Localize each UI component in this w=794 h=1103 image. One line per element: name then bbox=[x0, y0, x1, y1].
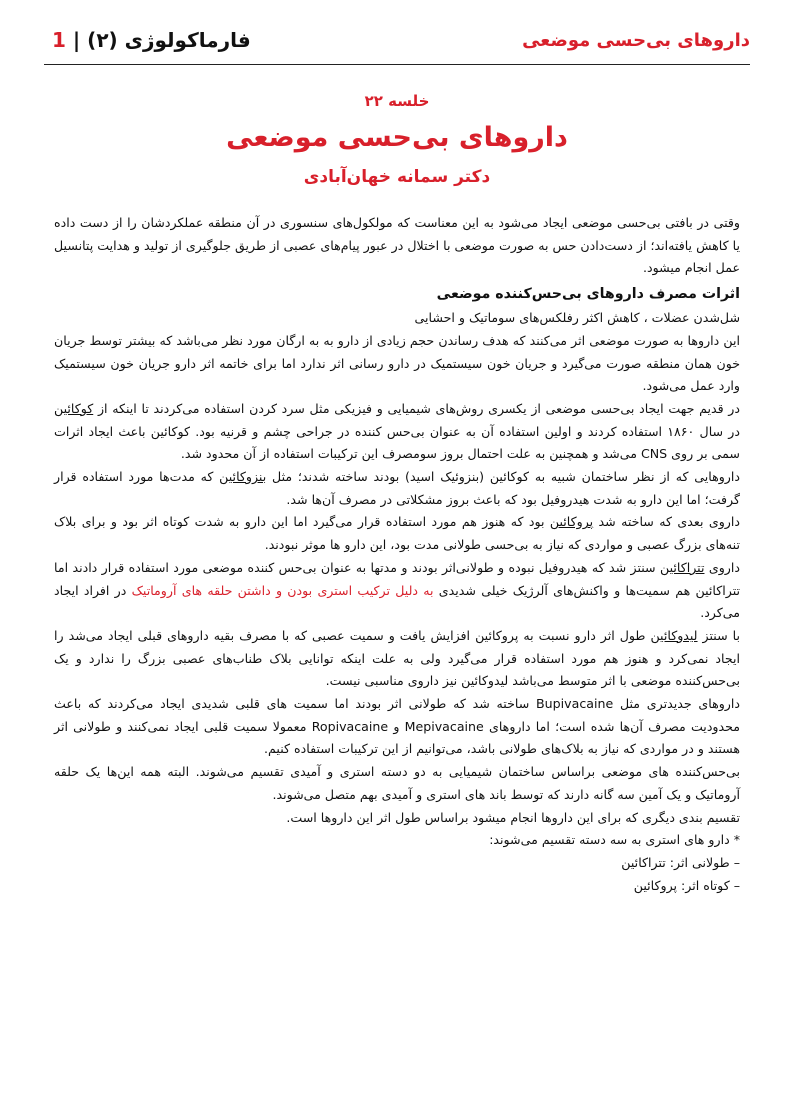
header-separator: | bbox=[72, 28, 81, 52]
history-paragraph bbox=[54, 398, 740, 466]
procaine-text-1: داروی بعدی که ساخته شد bbox=[593, 514, 740, 530]
page-number: 1 bbox=[52, 28, 66, 52]
benzocaine-paragraph bbox=[54, 466, 740, 511]
intro-paragraph: وقتی در بافتی بی‌حسی موضعی ایجاد می‌شود به این معناست که مولکول‌های سنسوری در آن منطقه عملکردشان را از دست داده یا کاهش یافته‌اند؛ از دست‌دادن حس به صورت موضعی با اختلال در عبور پیام‌های عصبی از طریق جلوگیری از تولید و هدایت پتانسیل عمل انجام میشود. bbox=[54, 215, 740, 276]
mepivacaine-term: Mepivacaine bbox=[404, 718, 484, 734]
lidocaine-paragraph bbox=[54, 625, 740, 693]
bupivacaine-term: Bupivacaine bbox=[536, 696, 614, 712]
page-header bbox=[44, 22, 750, 65]
main-title: داروهای بی‌حسی موضعی bbox=[226, 122, 568, 153]
benzocaine-text-2: که مدت‌ها مورد استفاده قرار گرفت؛ اما این دارو به شدت هیدروفیل بود که باعث بروز مشکلاتی در مصرف آن‌ها شد. bbox=[54, 469, 740, 507]
list-item: – طولانی اثر: تتراکائین bbox=[621, 854, 740, 870]
tetracaine-term: تتراکائین bbox=[659, 559, 705, 575]
classification-paragraph: بی‌حس‌کننده های موضعی براساس ساختمان شیمیایی به دو دسته استری و آمیدی تقسیم می‌شوند. البته همه این‌ها یک حلقه آروماتیک و یک آمین سه گانه دارند که توسط باند های استری و آمیدی بهم متصل می‌شوند. bbox=[54, 764, 740, 802]
effects-line: شل‌شدن عضلات ، کاهش اکثر رفلکس‌های سوماتیک و احشایی bbox=[414, 310, 740, 326]
author-name: دکتر سمانه خهان‌آبادی bbox=[303, 167, 491, 187]
tetracaine-text-1: داروی bbox=[704, 559, 740, 575]
benzocaine-term: بنزوکائین bbox=[219, 469, 267, 485]
bupivacaine-text-4: معمولا سمیت قلبی ایجاد نمی‌کنند و طولانی اثر هستند و در مواردی که نیاز به بلاک‌های طولانی باشد، می‌توانیم از این ترکیبات استفاده کنیم. bbox=[54, 718, 740, 757]
duration-paragraph: تقسیم بندی دیگری که برای این داروها انجام میشود براساس طول اثر این داروها است. bbox=[286, 809, 740, 825]
title-block bbox=[0, 88, 794, 192]
procaine-paragraph bbox=[54, 511, 740, 556]
section-heading: اثرات مصرف داروهای بی‌حس‌کننده موضعی bbox=[436, 286, 740, 303]
benzocaine-text-1: داروهایی که از نظر ساختمان شبیه به کوکائین (بنزوئیک اسید) بودند ساخته شدند؛ مثل bbox=[266, 469, 740, 485]
ester-intro: * دارو های استری به سه دسته تقسیم می‌شوند: bbox=[489, 832, 740, 848]
bupivacaine-text-1: داروهای جدیدتری مثل bbox=[613, 696, 740, 712]
distribution-paragraph: این داروها به صورت موضعی اثر می‌کنند که هدف رساندن حجم زیادی از دارو به به ارگان مورد نظر می‌باشد که بیشتر توسط جریان خون همان منطقه صورت می‌گیرد و جریان خون سیستمیک در دارو رسانی اثر ندارد اما برای خاتمه اثر دارو جریان خون سیستمیک وارد عمل می‌شود. bbox=[54, 332, 740, 394]
session-label: خلسه ۲۲ bbox=[364, 92, 430, 110]
tetracaine-text-3: در افراد ایجاد می‌کرد. bbox=[54, 582, 740, 621]
chapter-title: داروهای بی‌حسی موضعی bbox=[522, 30, 750, 51]
history-text-1: در قدیم جهت ایجاد بی‌حسی موضعی از یکسری روش‌های شیمیایی و فیزیکی مثل سرد کردن استفاده می‌کردند تا اینکه از bbox=[93, 400, 740, 416]
list-item: – کوتاه اثر: پروکائین bbox=[633, 877, 740, 893]
cocaine-term: کوکائین bbox=[54, 400, 94, 416]
book-title-block bbox=[52, 28, 251, 52]
cns-term: CNS bbox=[640, 446, 668, 462]
bupivacaine-text-2: ساخته شد که طولانی اثر بودند اما سمیت های قلبی شدیدی ایجاد می‌کردند که باعث محدودیت مصرف آن‌ها شده است؛ اما داروهای bbox=[54, 696, 740, 734]
tetracaine-text-2: سنتز شد که هیدروفیل نبوده و طولانی‌اثر بودند و مدتها به عنوان بی‌حس کننده موضعی مورد استفاده قرار دادند اما تتراکائین هم سمیت‌ها و واکنش‌های آلرژیک خیلی شدیدی bbox=[54, 559, 740, 598]
body-text bbox=[54, 212, 740, 897]
lidocaine-text-1: با سنتز bbox=[697, 627, 740, 643]
history-text-2: در سال ۱۸۶۰ استفاده کردند و اولین استفاده آن به عنوان بی‌حس کننده در جراحی چشم و قرنیه بود. کوکائین باعث ایجاد اثرات سمی بر روی bbox=[54, 423, 740, 462]
book-title: فارماکولوژی (۲) bbox=[87, 28, 251, 52]
history-text-3: می‌شد و همچنین به علت احتمال بروز سومصرف این ترکیبات استفاده از آن محدود شد. bbox=[180, 446, 641, 462]
tetracaine-paragraph bbox=[54, 557, 740, 625]
lidocaine-term: لیدوکائین bbox=[650, 627, 698, 643]
lidocaine-text-2: طول اثر دارو نسبت به پروکائین افزایش یافت و سمیت عصبی که با مصرف بقیه داروهای قبلی ایجاد می‌شد را ایجاد نمی‌کرد و هنوز هم مورد استفاده قرار می‌گیرد ولی به علت اینکه توانایی بلاک طناب‌های عصبی بزرگ را ندارد و یک بی‌حس‌کننده موضعی با اثر متوسط می‌باشد لیدوکائین نیز داروی مناسبی نیست. bbox=[54, 627, 740, 689]
aromatic-highlight: به دلیل ترکیب استری بودن و داشتن حلقه های آروماتیک bbox=[131, 582, 434, 598]
bupivacaine-paragraph bbox=[54, 693, 740, 761]
procaine-text-2: بود که هنوز هم مورد استفاده قرار می‌گیرد اما این دارو به شدت کوتاه اثر بود و برای بلاک تنه‌های بزرگ عصبی و مواردی که نیاز به بی‌حسی طولانی مدت بود، این دارو ها موثر نبودند. bbox=[54, 514, 740, 553]
bupivacaine-text-3: و bbox=[388, 718, 405, 734]
ropivacaine-term: Ropivacaine bbox=[311, 718, 389, 734]
procaine-term: پروکائین bbox=[549, 514, 594, 530]
